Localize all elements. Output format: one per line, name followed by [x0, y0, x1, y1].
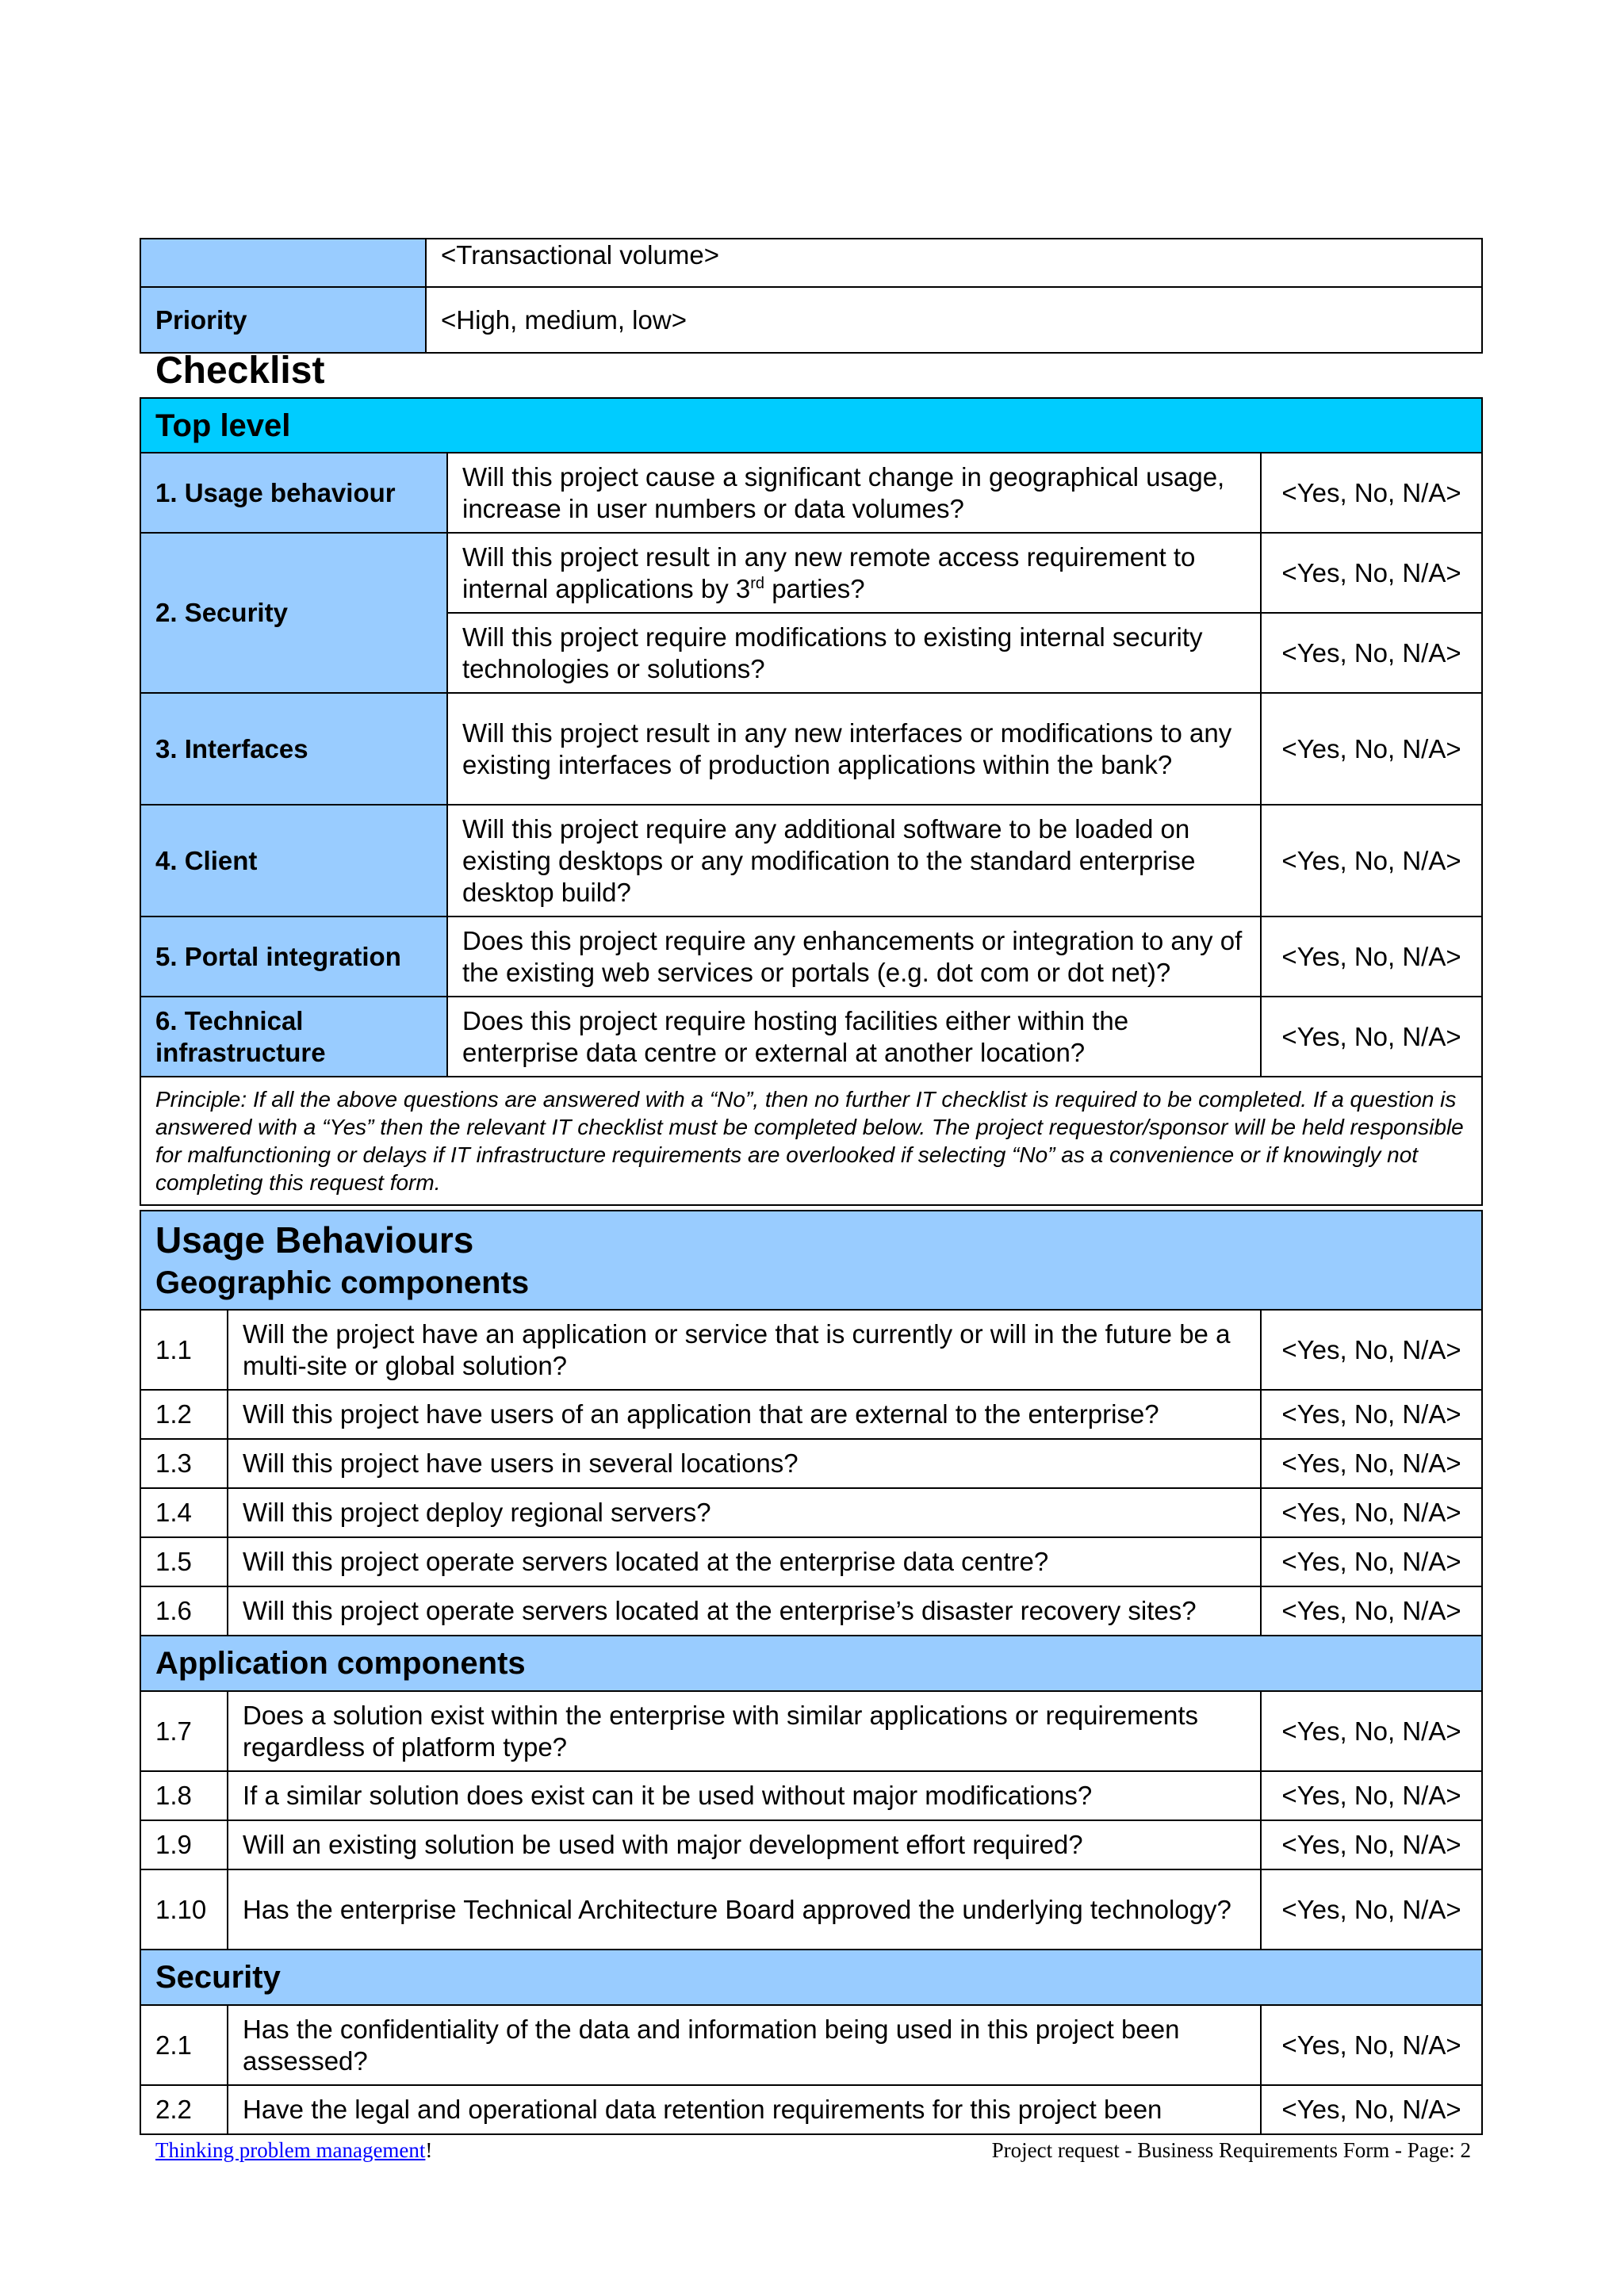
question-text: Has the confidentiality of the data and information being used in this project been assessed? — [228, 2005, 1261, 2085]
checklist-title: Checklist — [155, 350, 325, 392]
answer-cell[interactable]: <Yes, No, N/A> — [1261, 2005, 1482, 2085]
answer-cell[interactable]: <Yes, No, N/A> — [1261, 1310, 1482, 1390]
security-question-1: Will this project result in any new remote access requirement to internal applications by 3rd parties? — [447, 533, 1261, 613]
answer-cell[interactable]: <Yes, No, N/A> — [1261, 1537, 1482, 1586]
security-section-header: Security — [140, 1950, 1482, 2005]
empty-label-cell — [140, 239, 426, 287]
priority-value: <High, medium, low> — [426, 287, 1482, 353]
security-question-2: Will this project require modifications to existing internal security technologies or solutions? — [447, 613, 1261, 693]
question-text: Will this project have users of an application that are external to the enterprise? — [228, 1390, 1261, 1439]
question-text: If a similar solution does exist can it be used without major modifications? — [228, 1771, 1261, 1820]
security-answer-1[interactable]: <Yes, No, N/A> — [1261, 533, 1482, 613]
security-label: 2. Security — [140, 533, 447, 693]
transactional-volume-value: <Transactional volume> — [426, 239, 1482, 287]
question-text: Has the enterprise Technical Architecture Board approved the underlying technology? — [228, 1869, 1261, 1950]
client-answer[interactable]: <Yes, No, N/A> — [1261, 805, 1482, 916]
usage-behaviour-label: 1. Usage behaviour — [140, 453, 447, 533]
row-number: 1.3 — [140, 1439, 228, 1488]
row-number: 2.1 — [140, 2005, 228, 2085]
technical-infrastructure-answer[interactable]: <Yes, No, N/A> — [1261, 997, 1482, 1077]
answer-cell[interactable]: <Yes, No, N/A> — [1261, 1869, 1482, 1950]
footer-link-suffix: ! — [425, 2138, 433, 2162]
interfaces-question: Will this project result in any new interfaces or modifications to any existing interfaces of production applications within the bank? — [447, 693, 1261, 805]
row-number: 1.10 — [140, 1869, 228, 1950]
answer-cell[interactable]: <Yes, No, N/A> — [1261, 1488, 1482, 1537]
client-question: Will this project require any additional software to be loaded on existing desktops or any modification to the standard enterprise desktop build? — [447, 805, 1261, 916]
row-number: 1.5 — [140, 1537, 228, 1586]
question-text: Will this project deploy regional servers? — [228, 1488, 1261, 1537]
answer-cell[interactable]: <Yes, No, N/A> — [1261, 1691, 1482, 1771]
answer-cell[interactable]: <Yes, No, N/A> — [1261, 2085, 1482, 2134]
answer-cell[interactable]: <Yes, No, N/A> — [1261, 1586, 1482, 1636]
row-number: 1.6 — [140, 1586, 228, 1636]
client-label: 4. Client — [140, 805, 447, 916]
usage-behaviours-header — [140, 1211, 1482, 1310]
answer-cell[interactable]: <Yes, No, N/A> — [1261, 1439, 1482, 1488]
row-number: 1.8 — [140, 1771, 228, 1820]
question-text: Will this project operate servers located at the enterprise data centre? — [228, 1537, 1261, 1586]
question-text: Have the legal and operational data retention requirements for this project been — [228, 2085, 1261, 2134]
priority-label: Priority — [140, 287, 426, 353]
interfaces-label: 3. Interfaces — [140, 693, 447, 805]
question-text: Will the project have an application or service that is currently or will in the future be a multi-site or global solution? — [228, 1310, 1261, 1390]
question-text: Will an existing solution be used with major development effort required? — [228, 1820, 1261, 1869]
project-info-table — [140, 238, 1483, 354]
question-text: Does a solution exist within the enterprise with similar applications or requirements regardless of platform type? — [228, 1691, 1261, 1771]
geographic-components-title: Geographic components — [155, 1265, 530, 1300]
answer-cell[interactable]: <Yes, No, N/A> — [1261, 1390, 1482, 1439]
footer-page-info: Project request - Business Requirements Form - Page: 2 — [991, 2138, 1471, 2162]
row-number: 1.4 — [140, 1488, 228, 1537]
answer-cell[interactable]: <Yes, No, N/A> — [1261, 1771, 1482, 1820]
principle-note: Principle: If all the above questions are answered with a “No”, then no further IT checklist is required to be completed. If a question is answered with a “Yes” then the relevant IT checklist must be completed below. The project requestor/sponsor will be held responsible for malfunctioning or delays if IT infrastructure requirements are overlooked if selecting “No” as a convenience or if knowingly not completing this request form. — [140, 1077, 1482, 1205]
top-level-header: Top level — [140, 398, 1482, 453]
portal-integration-question: Does this project require any enhancements or integration to any of the existing web services or portals (e.g. dot com or dot net)? — [447, 916, 1261, 997]
footer-left — [155, 2138, 432, 2163]
answer-cell[interactable]: <Yes, No, N/A> — [1261, 1820, 1482, 1869]
question-text: Will this project operate servers located at the enterprise’s disaster recovery sites? — [228, 1586, 1261, 1636]
row-number: 1.1 — [140, 1310, 228, 1390]
row-number: 2.2 — [140, 2085, 228, 2134]
usage-behaviour-answer[interactable]: <Yes, No, N/A> — [1261, 453, 1482, 533]
row-number: 1.7 — [140, 1691, 228, 1771]
technical-infrastructure-label: 6. Technical infrastructure — [140, 997, 447, 1077]
portal-integration-label: 5. Portal integration — [140, 916, 447, 997]
row-number: 1.2 — [140, 1390, 228, 1439]
question-text: Will this project have users in several locations? — [228, 1439, 1261, 1488]
portal-integration-answer[interactable]: <Yes, No, N/A> — [1261, 916, 1482, 997]
top-level-checklist-table — [140, 397, 1483, 1206]
technical-infrastructure-question: Does this project require hosting facilities either within the enterprise data centre or external at another location? — [447, 997, 1261, 1077]
application-components-header: Application components — [140, 1636, 1482, 1691]
interfaces-answer[interactable]: <Yes, No, N/A> — [1261, 693, 1482, 805]
usage-behaviours-table — [140, 1210, 1483, 2135]
usage-behaviours-title: Usage Behaviours — [155, 1219, 474, 1261]
footer-link[interactable]: Thinking problem management — [155, 2138, 426, 2162]
usage-behaviour-question: Will this project cause a significant change in geographical usage, increase in user numbers or data volumes? — [447, 453, 1261, 533]
row-number: 1.9 — [140, 1820, 228, 1869]
security-answer-2[interactable]: <Yes, No, N/A> — [1261, 613, 1482, 693]
